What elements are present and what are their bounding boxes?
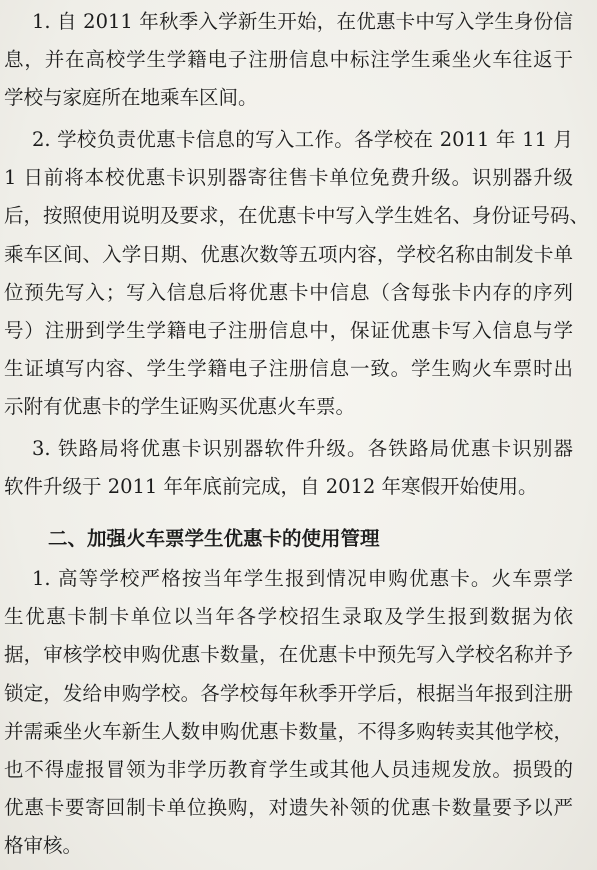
paragraph-4 bbox=[0, 560, 597, 866]
text-line: 生证填写内容、学生学籍电子注册信息一致。学生购火车票时出 bbox=[4, 357, 573, 381]
text-line: 并需乘坐火车新生人数申购优惠卡数量，不得多购转卖其他学校， bbox=[4, 719, 573, 743]
text-line: 3. 铁路局将优惠卡识别器软件升级。各铁路局优惠卡识别器 bbox=[32, 437, 573, 460]
text-line: 1 日前将本校优惠卡识别器寄往售卡单位免费升级。识别器升级 bbox=[4, 166, 573, 190]
text-line: 位预先写入；写入信息后将优惠卡中信息（含每张卡内存的序列 bbox=[4, 280, 573, 304]
paragraph-3 bbox=[0, 430, 597, 506]
text-line: 1. 自 2011 年秋季入学新生开始，在优惠卡中写入学生身份信 bbox=[32, 10, 573, 33]
section-heading: 二、加强火车票学生优惠卡的使用管理 bbox=[48, 527, 380, 550]
text-line: 也不得虚报冒领为非学历教育学生或其他人员违规发放。损毁的 bbox=[4, 758, 573, 782]
paragraph-1 bbox=[0, 3, 597, 118]
text-line: 优惠卡要寄回制卡单位换购，对遗失补领的优惠卡数量要予以严 bbox=[4, 796, 573, 820]
text-line: 1. 高等学校严格按当年学生报到情况申购优惠卡。火车票学 bbox=[32, 567, 573, 590]
text-line: 2. 学校负责优惠卡信息的写入工作。各学校在 2011 年 11 月 bbox=[32, 128, 573, 151]
text-line: 息，并在高校学生学籍电子注册信息中标注学生乘坐火车往返于 bbox=[4, 48, 573, 72]
text-line: 号）注册到学生学籍电子注册信息中，保证优惠卡写入信息与学 bbox=[4, 319, 573, 343]
text-line: 生优惠卡制卡单位以当年各学校招生录取及学生报到数据为依 bbox=[4, 605, 573, 629]
text-line: 乘车区间、入学日期、优惠次数等五项内容，学校名称由制发卡单 bbox=[4, 242, 573, 266]
text-line: 格审核。 bbox=[4, 834, 83, 858]
text-line: 软件升级于 2011 年年底前完成，自 2012 年寒假开始使用。 bbox=[4, 475, 538, 499]
text-line: 示附有优惠卡的学生证购买优惠火车票。 bbox=[4, 395, 356, 419]
text-line: 锁定，发给申购学校。各学校每年秋季开学后，根据当年报到注册 bbox=[4, 681, 573, 705]
text-line: 据，审核学校申购优惠卡数量，在优惠卡中预先写入学校名称并予 bbox=[4, 643, 573, 667]
text-line: 后，按照使用说明及要求，在优惠卡中写入学生姓名、身份证号码、 bbox=[4, 204, 590, 228]
text-line: 学校与家庭所在地乘车区间。 bbox=[4, 86, 258, 110]
paragraph-2 bbox=[0, 121, 597, 427]
